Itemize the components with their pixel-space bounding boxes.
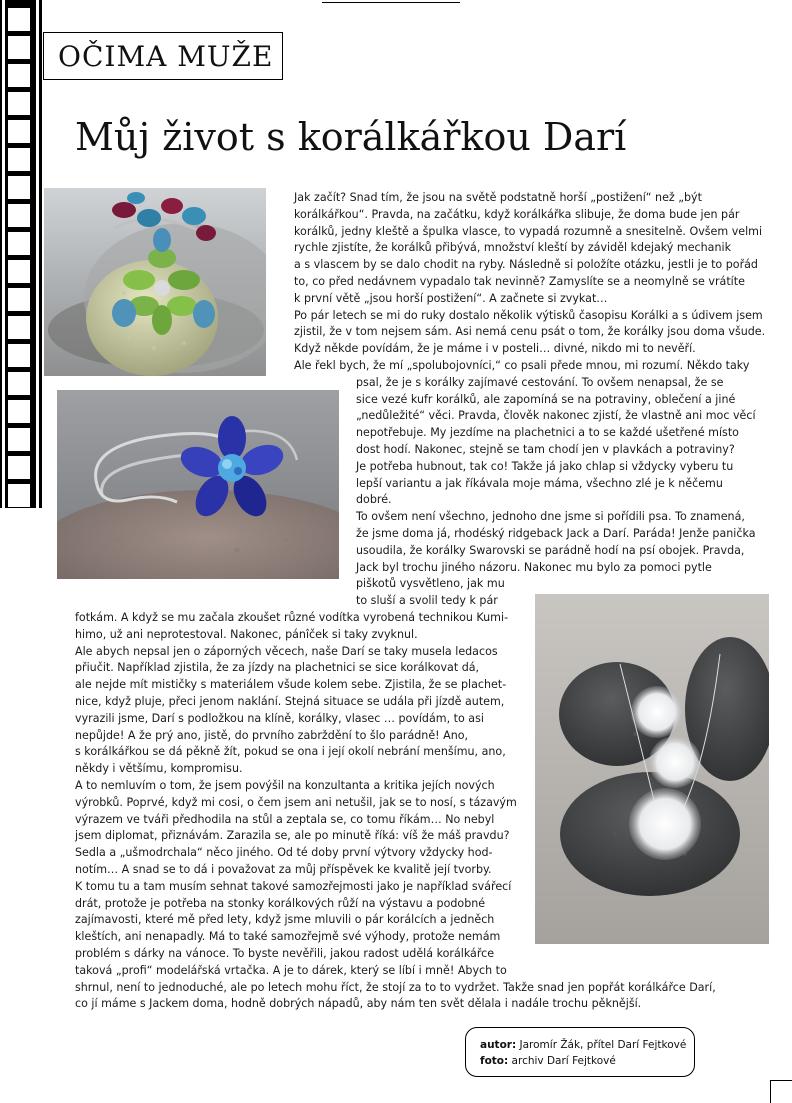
text-line: fotkám. A když se mu začala zkoušet různé vodítka vyrobená technikou Kumi- — [75, 611, 509, 624]
film-hole — [8, 120, 30, 143]
text-line: vyrazili jsme, Darí s podložkou na klíně, korálky, vlasec … povídám, to asi — [75, 711, 484, 725]
text-line: nepůjde! A že prý ano, jistě, do prvního zabrždění to šlo parádně! Ano, — [75, 728, 469, 742]
text-line: Ale abych nepsal jen o záporných věcech, naše Darí se taky musela ledacos — [75, 644, 498, 658]
film-hole — [8, 36, 30, 59]
text-line: shrnul, není to jednoduché, ale po letech mohu říct, že stojí za to to vydržet. Takže snad jen popřát korálkářce Darí, — [75, 980, 716, 994]
film-hole — [8, 316, 30, 339]
text-line: výrazem ve tváři předhodila na stůl a zeptala se, co tomu říkám… No nebyl — [75, 812, 495, 826]
text-line: problém s dárky na vánoce. To byste nevěřili, jakou radost udělá korálkářce — [75, 946, 495, 960]
article-text-block-1 — [294, 190, 765, 375]
film-hole — [8, 8, 30, 31]
section-label: OČIMA MUŽE — [43, 32, 283, 80]
film-hole — [8, 400, 30, 423]
author-label: autor: — [480, 1039, 517, 1051]
photo-ring — [44, 188, 266, 376]
ring-icon — [44, 188, 266, 376]
text-line: kleštích, ani nenapadly. Má to také samozřejmě své výhody, protože nemám — [75, 930, 501, 944]
text-line: To ovšem není všechno, jednoho dne jsme si pořídili psa. To znamená, — [356, 510, 745, 524]
text-line: zjistil, že v tom nejsem sám. Asi nemá cenu psát o tom, že korálky jsou doma všude. — [294, 325, 766, 339]
text-line: korálkářkou“. Pravda, na začátku, když korálkářka slibuje, že doma bude jen pár — [294, 207, 740, 221]
author-name: Jaromír Žák, přítel Darí Fejtkové — [516, 1039, 687, 1051]
text-line: to sluší a svolil tedy k pár — [356, 594, 498, 608]
photo-credit — [480, 1053, 694, 1069]
text-line: psal, že je s korálky zajímavé cestování. To ovšem nenapsal, že se — [356, 375, 724, 389]
text-line: sice vezé kufr korálků, ale zapomíná se na potraviny, oblečení a jiné — [356, 392, 736, 406]
text-line: Sedla a „ušmodrchala“ něco jiného. Od té doby první výtvory vždycky hod- — [75, 846, 493, 860]
text-line: taková „profi“ modelářská vrtačka. A je to dárek, který se líbí i mně! Abych to — [75, 963, 507, 977]
corner-mark — [770, 1080, 792, 1103]
text-line: Po pár letech se mi do ruky dostalo několik výtisků časopisu Korálki a s údivem jsem — [294, 308, 763, 322]
film-hole — [8, 148, 30, 171]
text-line: někdy i většímu, kompromisu. — [75, 762, 243, 776]
text-line: Jak začít? Snad tím, že jsou na světě podstatně horší „postižení“ než „být — [294, 191, 702, 204]
text-line: usoudila, že korálky Swarovski se parádně hodí na psí obojek. Pravda, — [356, 543, 745, 557]
film-hole — [8, 288, 30, 311]
text-line: drát, protože je potřeba na stonky korálkových růží na výstavu a podobné — [75, 896, 486, 910]
film-hole — [8, 64, 30, 87]
text-line: himo, už ani neprotestoval. Nakonec, pánîček si taky zvyknul. — [75, 627, 418, 641]
photo-bracelet — [57, 390, 339, 579]
text-line: Ale řekl bych, že mí „spolubojovníci,“ co psali přede mnou, mi rozumí. Někdo taky — [294, 358, 750, 372]
text-line: K tomu tu a tam musím sehnat takové samozřejmosti jako je například svářecí — [75, 879, 512, 893]
article-text-block-2 — [356, 375, 756, 610]
text-line: s korálkářkou se dá pěkně žít, pokud se ona i její okolí nebrání menšímu, ano, — [75, 745, 506, 759]
text-line: Když někde povídám, že je máme i v posteli… divné, nikdo mi to nevěří. — [294, 342, 696, 356]
article-title: Můj život s korálkářkou Darí — [75, 115, 627, 159]
text-line: zajímavosti, které mě před lety, když jsme mluvili o pár korálcích a jedněch — [75, 913, 495, 927]
text-line: přiučit. Například zjistila, že za jízdy na plachetnici se sice korálkovat dá, — [75, 661, 480, 675]
film-strip-decoration — [0, 0, 42, 508]
film-hole — [8, 456, 30, 479]
film-edge — [2, 0, 5, 508]
film-hole — [8, 372, 30, 395]
film-hole — [8, 428, 30, 451]
text-line: a s vlascem by se dalo chodit na ryby. Následně si položíte otázku, jestli je to pořád — [294, 258, 758, 272]
text-line: notím… A snad se to dá i považovat za můj příspěvek ke kvalitě její tvorby. — [75, 862, 492, 876]
text-line: výrobků. Poprvé, když mi cosi, o čem jsem ani netušil, jak se to nosí, s tázavým — [75, 795, 517, 809]
text-line: že jsme doma já, rhodéský ridgeback Jack a Darí. Paráda! Jenže panička — [356, 526, 756, 540]
film-hole — [8, 232, 30, 255]
text-line: co jí máme s Jackem doma, hodně dobrých nápadů, aby nám ten svět dělala i nadále trochu pěknější. — [75, 997, 642, 1011]
text-line: nepotřebuje. My jezdíme na plachetnici a to se každé ušetřené místo — [356, 426, 739, 440]
text-line: k první větě „jsou horší postižení“. A začnete si zvykat… — [294, 291, 608, 305]
article-text-block-3 — [75, 610, 716, 1013]
text-line: dobré. — [356, 493, 392, 507]
text-line: lepší variantu a jak říkávala moje máma, všechno zlé je k něčemu — [356, 476, 723, 490]
film-edge — [36, 0, 39, 508]
photo-label: foto: — [480, 1055, 509, 1067]
film-hole — [8, 176, 30, 199]
film-hole — [8, 484, 30, 507]
credits-box — [465, 1027, 695, 1077]
photo-source: archiv Darí Fejtkové — [508, 1055, 616, 1067]
text-line: dost hodí. Nakonec, stejně se tam chodí jen v plavkách a potraviny? — [356, 442, 735, 456]
film-hole — [8, 260, 30, 283]
top-rule — [322, 0, 460, 3]
text-line: nice, když pluje, přeci jenom naklání. Stejná situace se udála při jízdě autem, — [75, 694, 505, 708]
text-line: „nedůležité“ věci. Pravda, člověk nakonec zjistí, že vlastně ani moc věcí — [356, 409, 756, 423]
text-line: ale nejde mít mističky s materiálem všude kolem sebe. Zjistila, že se plachet- — [75, 678, 507, 692]
text-line: piškotů vysvětleno, jak mu — [356, 577, 505, 591]
film-hole — [8, 344, 30, 367]
author-credit — [480, 1037, 694, 1053]
text-line: Jack byl trochu jiného názoru. Nakonec mu bylo za pomoci pytle — [356, 560, 712, 574]
text-line: rychle zjistíte, že korálků přibývá, množství kleští by záviděl kdejaký mechanik — [294, 241, 731, 255]
text-line: to, co před nedávnem vypadalo tak nevinně? Zamyslíte se a neomylně se vrátíte — [294, 274, 745, 288]
film-hole — [8, 92, 30, 115]
text-line: A to nemluvím o tom, že jsem povýšil na konzultanta a kritika jejích nových — [75, 778, 495, 792]
text-line: korálků, jedny kleště a špulka vlasce, to vypadá rozumně a snesitelně. Ovšem velmi — [294, 224, 763, 238]
text-line: Je potřeba hubnout, tak co! Takže já jako chlap si vždycky vyberu tu — [356, 459, 734, 473]
text-line: jsem diplomat, přiznávám. Zarazila se, ale po minutě říká: víš že máš pravdu? — [75, 829, 510, 843]
bracelet-icon — [57, 390, 339, 579]
film-hole — [8, 204, 30, 227]
